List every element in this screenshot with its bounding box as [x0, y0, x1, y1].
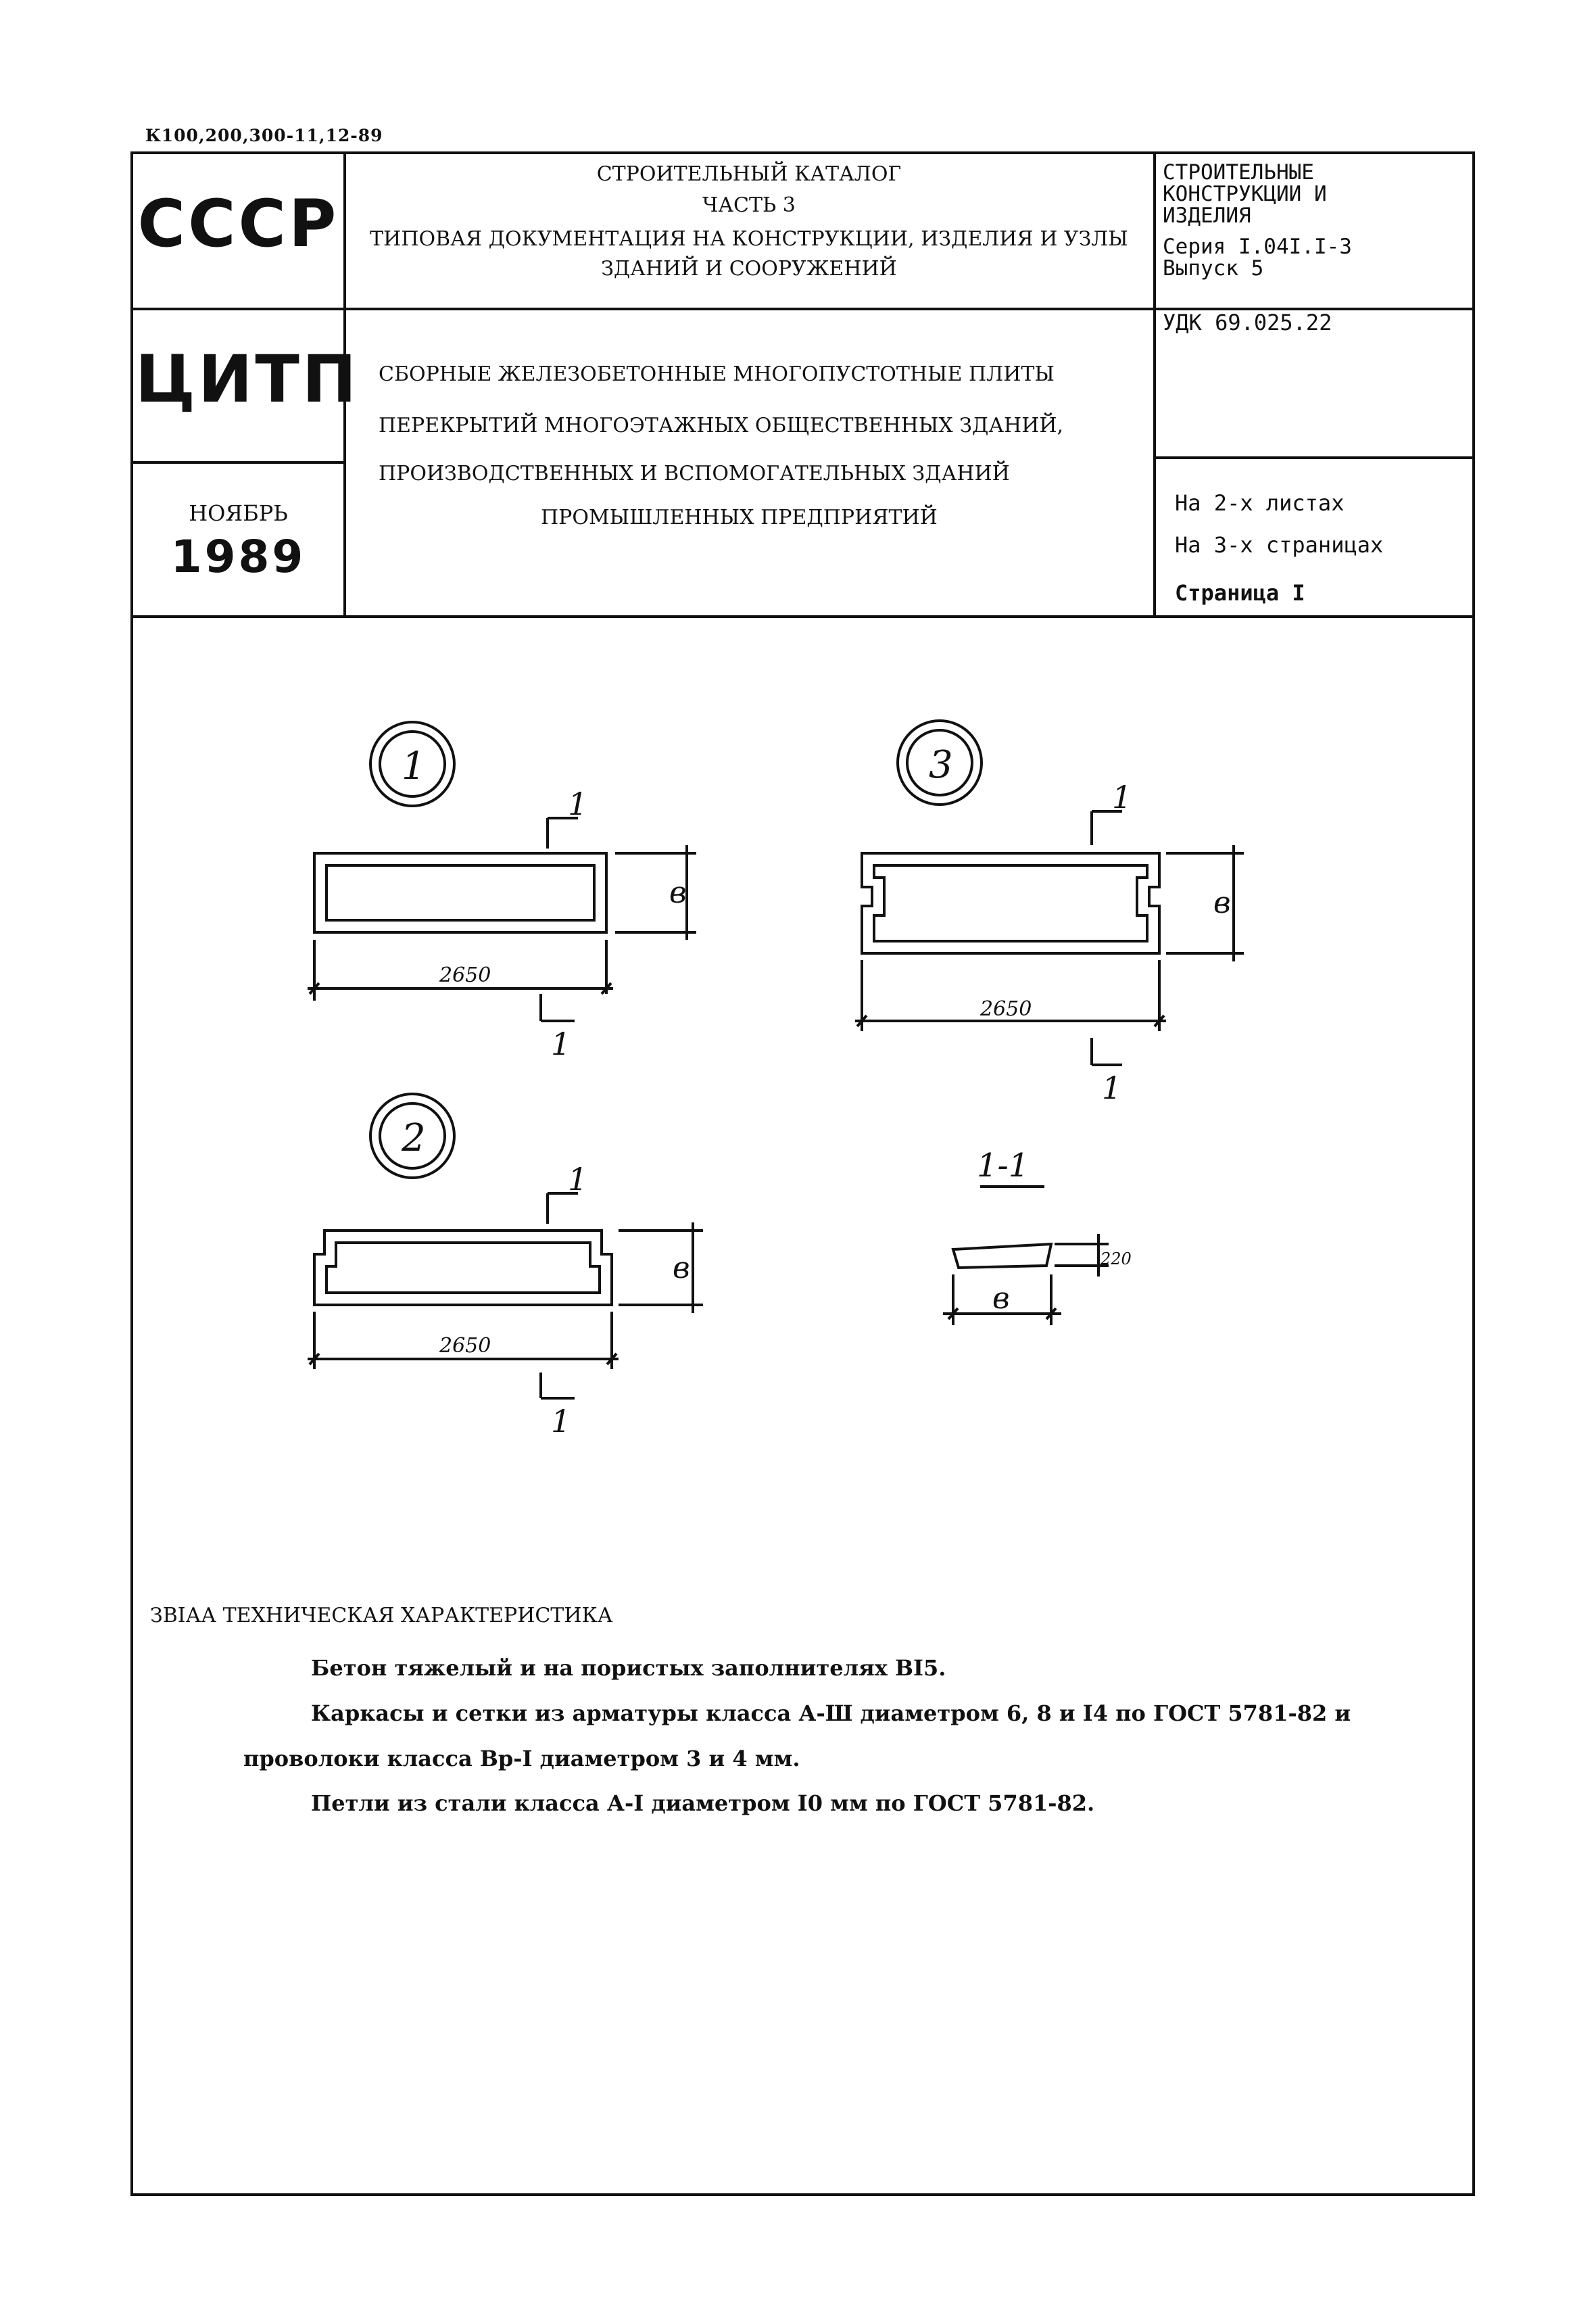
section-thickness: 220: [1101, 1249, 1132, 1268]
plate2-length: 2650: [439, 1334, 491, 1358]
month-label: НОЯБРЬ: [189, 500, 288, 526]
tech-paragraph-2b: проволоки класса Вр-I диаметром 3 и 4 мм.: [243, 1746, 800, 1771]
plate1-length: 2650: [439, 963, 491, 987]
catalog-line-1: СТРОИТЕЛЬНЫЙ КАТАЛОГ: [596, 162, 902, 186]
plate2-number: 2: [402, 1116, 426, 1160]
catalog-line-3: ТИПОВАЯ ДОКУМЕНТАЦИЯ НА КОНСТРУКЦИИ, ИЗДЕЛИЯ И УЗЛЫ: [370, 227, 1128, 251]
catalog-line-2: ЧАСТЬ 3: [702, 193, 796, 217]
section-mark-p2-bottom: 1: [551, 1403, 571, 1439]
issue-label: Выпуск 5: [1163, 256, 1264, 281]
tech-paragraph-1: Бетон тяжелый и на пористых заполнителях BI5.: [311, 1655, 946, 1681]
tech-paragraph-2a: Каркасы и сетки из арматуры класса А-Ш диаметром 6, 8 и I4 по ГОСТ 5781-82 и: [311, 1700, 1351, 1726]
section-mark-p3-bottom: 1: [1102, 1070, 1122, 1106]
section-width: в: [992, 1281, 1010, 1316]
plate3-length: 2650: [980, 997, 1032, 1021]
plate3-number: 3: [929, 743, 953, 787]
section-mark-p2-top: 1: [568, 1161, 588, 1197]
section-title: 1-1: [977, 1147, 1030, 1185]
pages-label: На 3-х страницах: [1175, 532, 1384, 558]
section-mark-p1-top: 1: [568, 786, 588, 822]
plate2-width: в: [673, 1251, 690, 1285]
right-line-2: КОНСТРУКЦИИ И: [1163, 182, 1327, 206]
section-mark-p1-bottom: 1: [551, 1026, 571, 1062]
title-line-4: ПРОМЫШЛЕННЫХ ПРЕДПРИЯТИЙ: [541, 506, 938, 529]
series-label: Серия I.04I.I-3: [1163, 235, 1352, 259]
title-line-2: ПЕРЕКРЫТИЙ МНОГОЭТАЖНЫХ ОБЩЕСТВЕННЫХ ЗДАНИЙ,: [379, 414, 1064, 437]
catalog-line-4: ЗДАНИЙ И СООРУЖЕНИЙ: [601, 257, 897, 281]
sheets-label: На 2-х листах: [1175, 490, 1345, 516]
year-label: 1989: [170, 531, 306, 583]
tech-heading: ЗВІАА ТЕХНИЧЕСКАЯ ХАРАКТЕРИСТИКА: [150, 1604, 613, 1627]
tech-paragraph-3: Петли из стали класса А-I диаметром I0 мм по ГОСТ 5781-82.: [311, 1790, 1095, 1816]
title-line-1: СБОРНЫЕ ЖЕЛЕЗОБЕТОННЫЕ МНОГОПУСТОТНЫЕ ПЛИТЫ: [379, 362, 1055, 386]
plate1-width: в: [669, 876, 687, 910]
document-code: К100,200,300-11,12-89: [145, 126, 383, 145]
ussr-label: СССР: [137, 186, 339, 262]
title-line-3: ПРОИЗВОДСТВЕННЫХ И ВСПОМОГАТЕЛЬНЫХ ЗДАНИЙ: [379, 462, 1010, 485]
udk-label: УДК 69.025.22: [1163, 310, 1332, 335]
citp-label: ЦИТП: [135, 341, 360, 417]
page-label: Страница I: [1175, 580, 1305, 606]
plate3-width: в: [1213, 886, 1231, 920]
section-mark-p3-top: 1: [1112, 779, 1132, 815]
right-line-1: СТРОИТЕЛЬНЫЕ: [1163, 160, 1314, 185]
right-line-3: ИЗДЕЛИЯ: [1163, 204, 1251, 228]
plate1-number: 1: [402, 744, 426, 788]
